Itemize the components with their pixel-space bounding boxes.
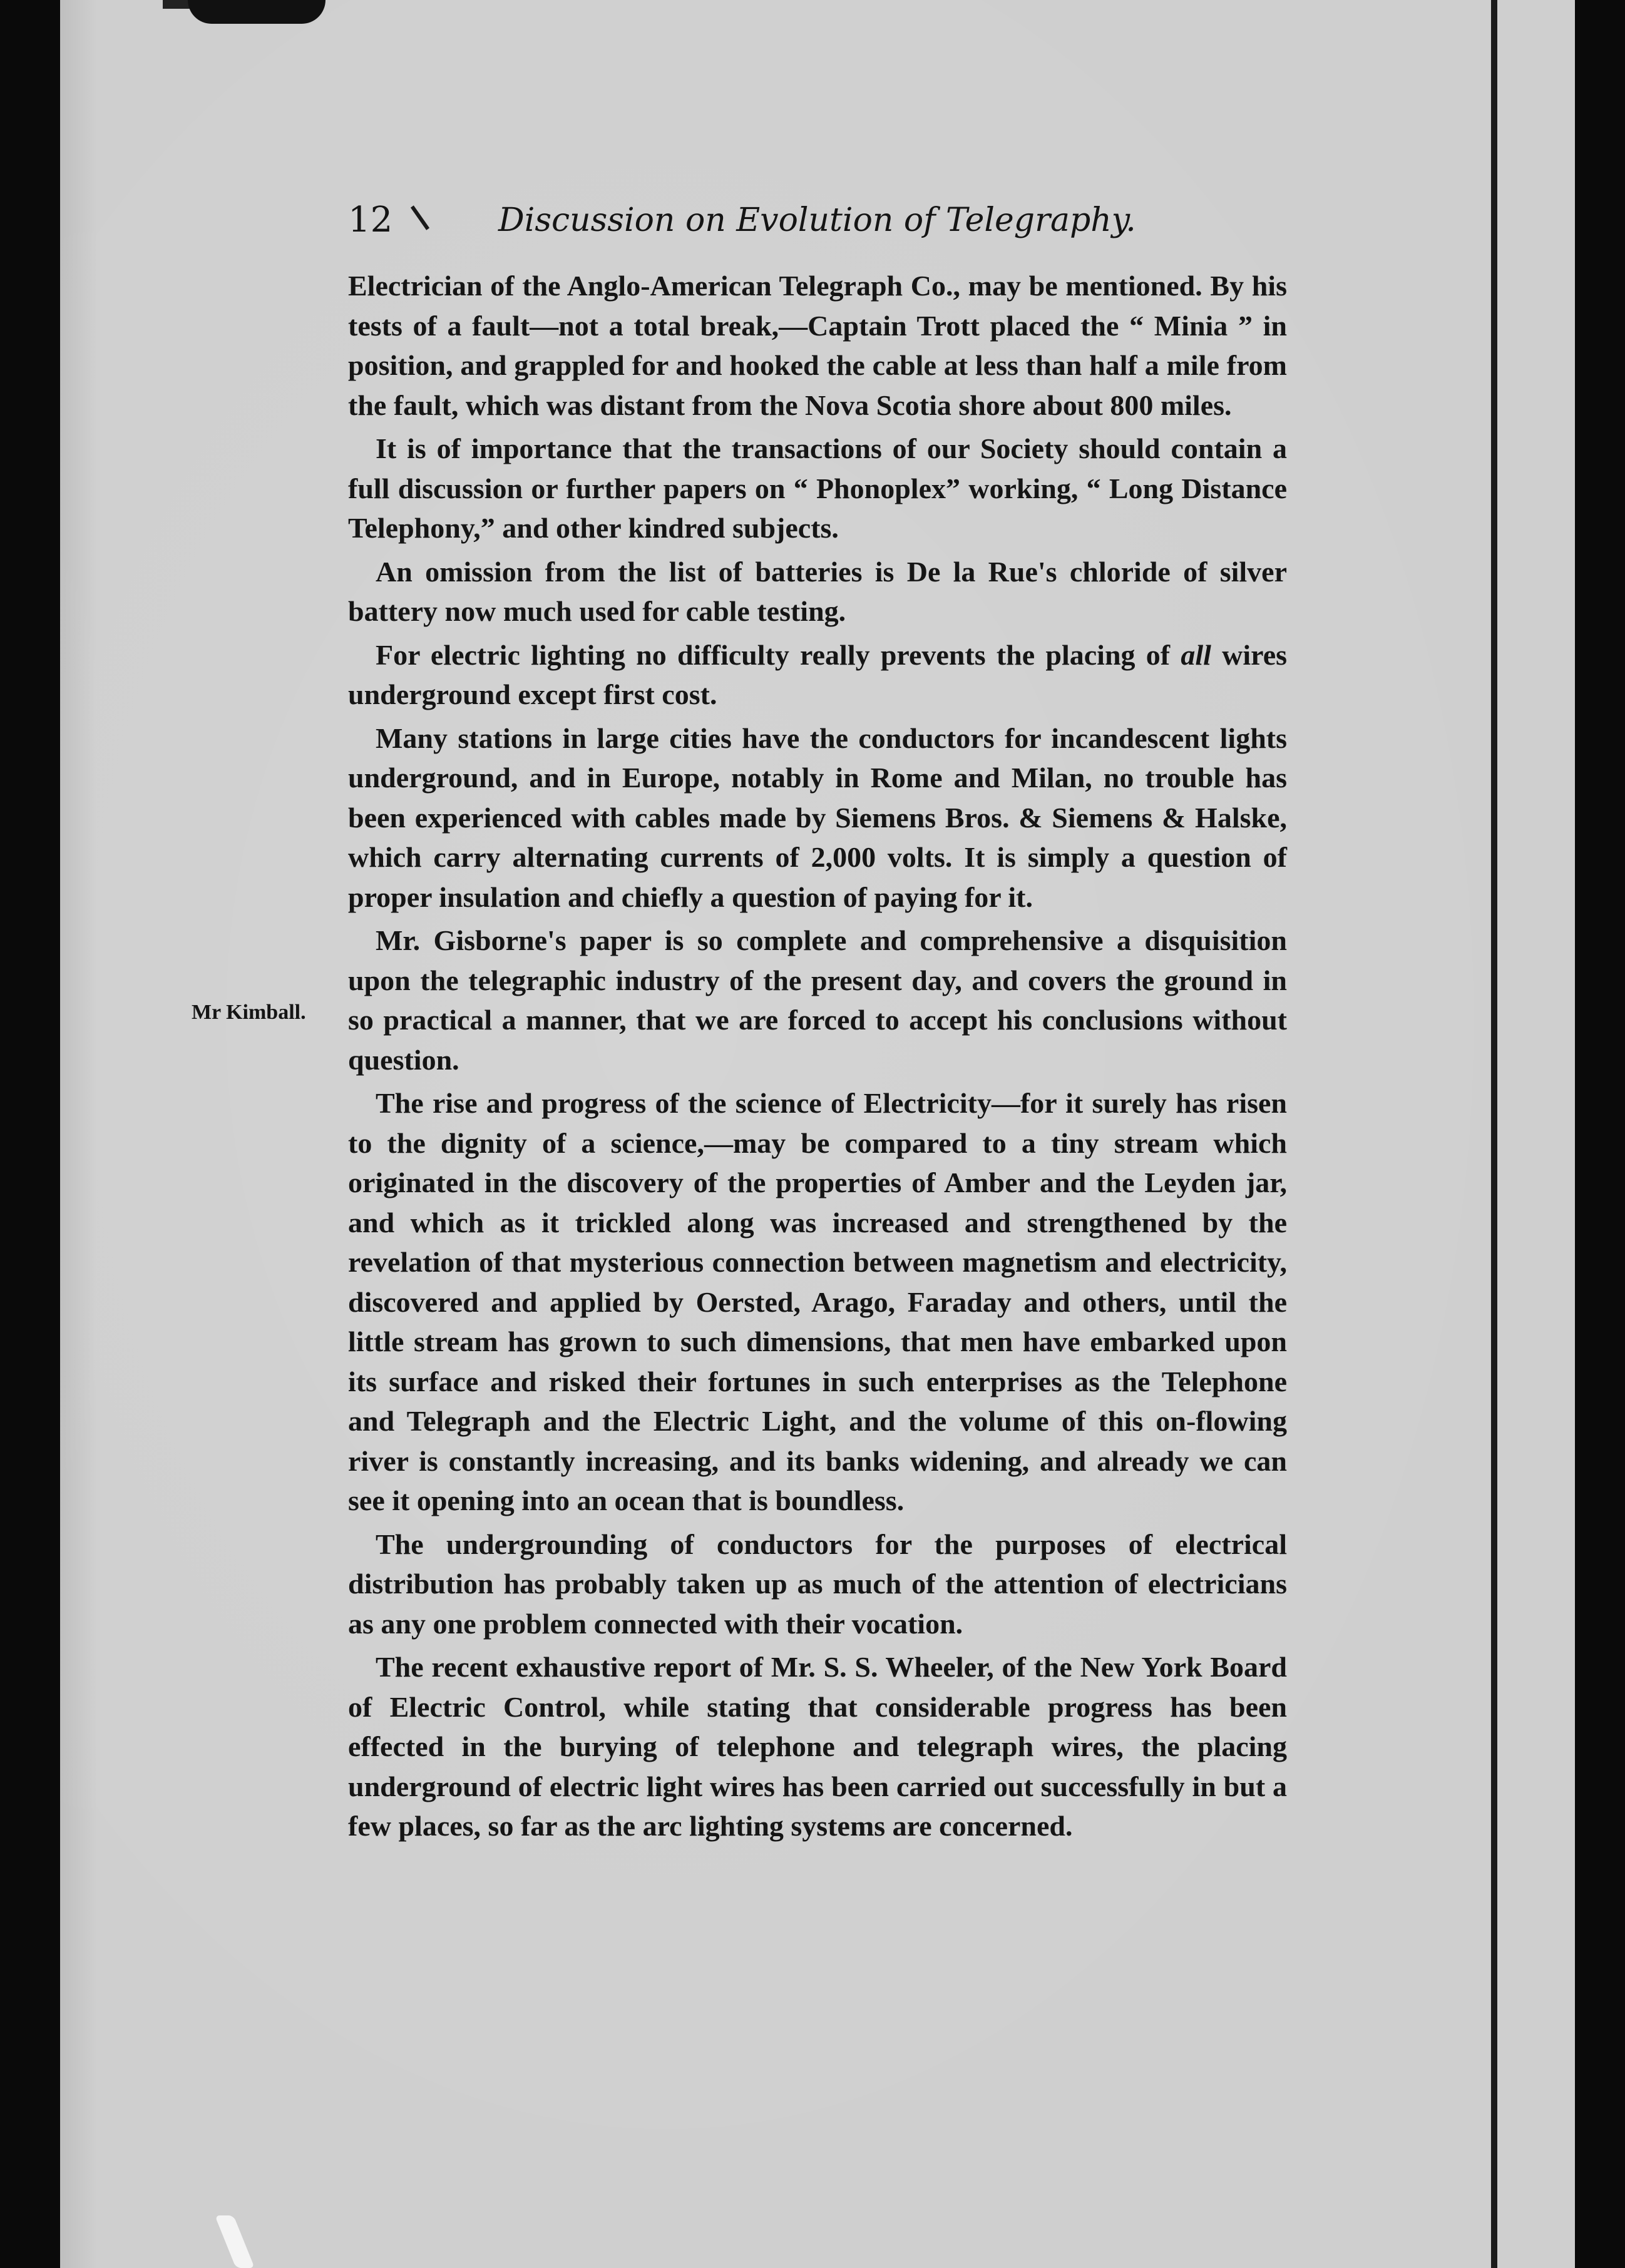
page-number: 12 — [348, 200, 393, 240]
page-edge-shadow — [1491, 0, 1497, 2268]
paragraph: An omission from the list of batteries is De la Rue's chloride of silver battery now much used for cable testing. — [348, 555, 1287, 627]
paragraph: The rise and progress of the science of Electricity—for it surely has risen to the dignity of a science,—may be compared to a tiny stream which originated in the discovery of the properties of Amber and the Leyden jar, and which as it trickled along was increased and strengthened by the revelation of that mysterious connection between magnetism and electricity, discovered and applied by Oersted, Arago, Faraday and others, until the little stream has grown to such dimensions, that men have embarked upon its surface and risked their fortunes in such enterprises as the Telephone and Telegraph and the Electric Light, and the volume of this on-flowing river is constantly increasing, and its banks widening, and already we can see it opening into an ocean that is boundless. — [348, 1087, 1287, 1516]
paragraph-text: For electric lighting no difficulty really prevents the placing of — [376, 638, 1171, 671]
running-title: Discussion on Evolution of Telegraphy. — [498, 202, 1136, 239]
paragraph: Mr. Gisborne's paper is so complete and comprehensive a disquisition upon the telegraphic industry of the present day, and covers the ground in so practical a manner, that we are forced to accept his conclusions without question. — [348, 924, 1287, 1076]
pen-mark — [411, 205, 429, 230]
running-head — [348, 195, 1287, 245]
body-text — [348, 266, 1287, 1846]
paragraph: Electrician of the Anglo-American Telegraph Co., may be mentioned. By his tests of a fault—not a total break,—Captain Trott placed the “ Minia ” in position, and grappled for and hooked the cable at less than half a mile from the fault, which was distant from the Nova Scotia shore about 800 miles. — [348, 270, 1287, 421]
paragraph: The undergrounding of conductors for the purposes of electrical distribution has probably taken up as much of the attention of electricians as any one problem connected with their vocation. — [348, 1528, 1287, 1640]
emphasis-text: all — [1181, 638, 1211, 671]
paragraph: Many stations in large cities have the conductors for incandescent lights underground, and in Europe, notably in Rome and Milan, no trouble has been experienced with cables made by Siemens Bros. & Siemens & Halske, which carry alternating currents of 2,000 volts. It is simply a question of proper insulation and chiefly a question of paying for it. — [348, 722, 1287, 913]
paragraph: It is of importance that the transactions of our Society should contain a full discussion or further papers on “ Phonoplex” working, “ Long Distance Telephony,” and other kindred subjects. — [348, 432, 1287, 544]
paragraph-text: wires underground except first cost. — [348, 638, 1288, 710]
paragraph: The recent exhaustive report of Mr. S. S. Wheeler, of the New York Board of Electric Control, while stating that considerable progress has been effected in the burying of telephone and telegraph wires, the placing underground of electric light wires has been carried out successfully in but a few places, so far as the arc lighting systems are concerned. — [348, 1651, 1287, 1842]
paragraph — [348, 635, 1287, 715]
margin-speaker-note: Mr Kimball. — [192, 1001, 306, 1024]
ink-blot — [188, 0, 326, 24]
